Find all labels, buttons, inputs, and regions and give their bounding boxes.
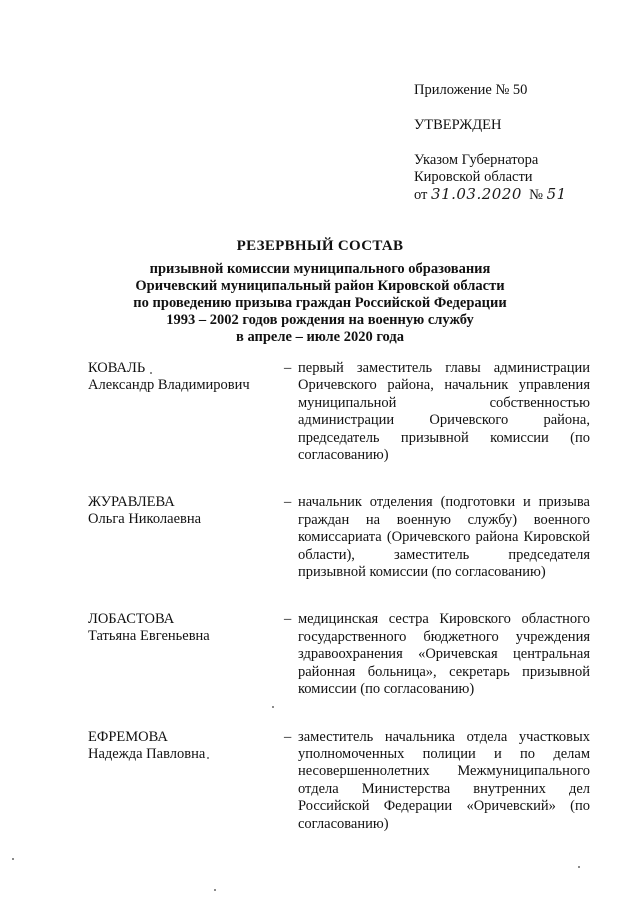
member-role: первый заместитель главы администрации Оричевского района, начальник управления муниципальной собственностью администрации Оричевского района, председатель призывной комиссии (по согласованию) xyxy=(298,360,590,464)
document-title: РЕЗЕРВНЫЙ СОСТАВ xyxy=(236,238,404,254)
heading-line: призывной комиссии муниципального образования xyxy=(149,261,491,277)
heading-line: Оричевский муниципальный район Кировской области xyxy=(135,278,505,294)
member-role: заместитель начальника отдела участковых уполномоченных полиции и по делам несовершеннолетних Межмуниципального отдела Министерства внутренних дел Российской Федерации «Оричевский» (по согласованию) xyxy=(298,728,590,832)
approved-label: УТВЕРЖДЕН xyxy=(414,117,502,133)
scan-speck xyxy=(578,866,580,868)
member-surname: ЛОБАСТОВА xyxy=(88,611,175,628)
member-surname: ЖУРАВЛЕВА xyxy=(88,494,175,511)
member-surname: ЕФРЕМОВА xyxy=(88,728,168,745)
member-given-names: Александр Владимирович xyxy=(88,377,250,393)
member-entry xyxy=(88,494,590,581)
member-role: медицинская сестра Кировского областного государственного бюджетного учреждения здравоохранения «Оричевская центральная районная больница», секретарь призывной комиссии (по согласованию) xyxy=(298,611,590,698)
heading-line: в апреле – июле 2020 года xyxy=(236,329,404,345)
member-dash: – xyxy=(284,728,292,745)
scan-speck xyxy=(150,372,152,374)
member-name xyxy=(88,729,284,763)
decree-line-2: Кировской области xyxy=(414,169,533,185)
scan-speck xyxy=(214,889,216,891)
member-given-names: Татьяна Евгеньевна xyxy=(88,628,210,645)
heading-line: по проведению призыва граждан Российской Федерации xyxy=(133,295,507,311)
member-entry xyxy=(88,360,590,464)
appendix-label: Приложение № 50 xyxy=(414,82,528,98)
heading-line: 1993 – 2002 годов рождения на военную службу xyxy=(166,312,474,328)
decree-block xyxy=(414,152,567,204)
member-dash: – xyxy=(284,494,292,511)
member-entry xyxy=(88,729,590,833)
document-heading xyxy=(0,238,640,346)
handwritten-date: 31.03.2020 xyxy=(431,185,522,203)
decree-line-1: Указом Губернатора xyxy=(414,152,539,168)
member-given-names: Ольга Николаевна xyxy=(88,511,202,528)
member-dash: – xyxy=(284,611,292,628)
number-prefix: № xyxy=(529,187,544,203)
member-given-names: Надежда Павловна xyxy=(88,745,206,762)
scan-speck xyxy=(272,706,274,708)
member-name xyxy=(88,360,284,394)
member-name xyxy=(88,494,284,528)
member-role: начальник отделения (подготовки и призыва граждан на военную службу) военного комиссариата (Оричевского района Кировской области), заместитель председателя призывной комиссии (по согласованию) xyxy=(298,494,590,581)
members-list xyxy=(88,360,590,851)
member-entry xyxy=(88,611,590,698)
scan-speck xyxy=(12,858,14,860)
member-name xyxy=(88,611,284,645)
scan-speck xyxy=(207,757,209,759)
member-dash: – xyxy=(284,360,292,376)
date-prefix: от xyxy=(414,187,428,203)
decree-date-row xyxy=(414,186,567,204)
handwritten-number: 51 xyxy=(546,185,567,203)
member-surname: КОВАЛЬ xyxy=(88,360,146,376)
